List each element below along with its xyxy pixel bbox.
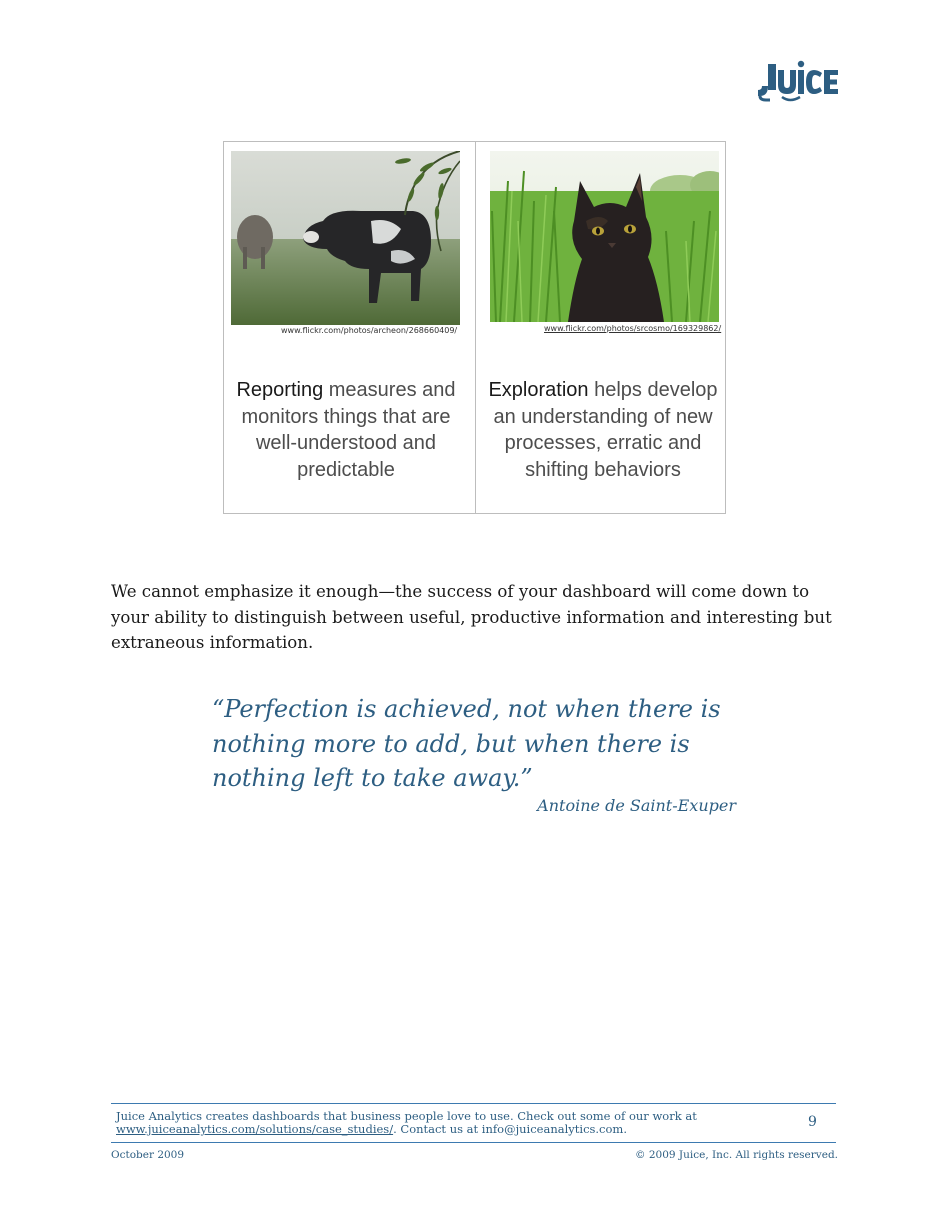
footer-blurb-intro: Juice Analytics creates dashboards that business people love to use. Check out some of our work at: [116, 1109, 697, 1123]
pull-quote: “Perfection is achieved, not when there is nothing more to add, but when there is nothing left to take away.”: [212, 695, 721, 792]
cat-photo: [490, 151, 719, 322]
exploration-caption: [484, 377, 722, 483]
reporting-caption: [227, 377, 465, 483]
copyright-notice: © 2009 Juice, Inc. All rights reserved.: [635, 1149, 838, 1161]
cow-photo-credit: www.flickr.com/photos/archeon/268660409/: [281, 326, 458, 335]
publication-date: October 2009: [111, 1149, 185, 1161]
footer-bottom-rule: [111, 1142, 836, 1143]
exploration-caption-term: Exploration: [488, 379, 589, 401]
reporting-caption-term: Reporting: [236, 379, 324, 401]
quote-attribution: Antoine de Saint-Exuper: [537, 796, 736, 815]
juice-logo: [756, 56, 840, 104]
footer-blurb-contact: . Contact us at info@juiceanalytics.com.: [393, 1122, 627, 1136]
exploration-caption-text: helps develop an understanding of new processes, erratic and shifting behaviors: [493, 379, 718, 481]
page-number: 9: [808, 1114, 817, 1130]
cat-photo-credit: www.flickr.com/photos/srcosmo/169329862/: [544, 324, 722, 333]
footer-blurb: [116, 1110, 736, 1136]
figure-divider: [475, 142, 476, 513]
body-paragraph: We cannot emphasize it enough—the success of your dashboard will come down to your ability to distinguish between useful, productive information and interesting but extraneous information.: [111, 582, 832, 652]
reporting-caption-text: measures and monitors things that are well-understood and predictable: [241, 379, 456, 481]
comparison-figure: [223, 141, 726, 514]
case-studies-link[interactable]: www.juiceanalytics.com/solutions/case_studies/: [116, 1122, 394, 1136]
cow-photo: [231, 151, 460, 325]
footer-top-rule: [111, 1103, 836, 1104]
